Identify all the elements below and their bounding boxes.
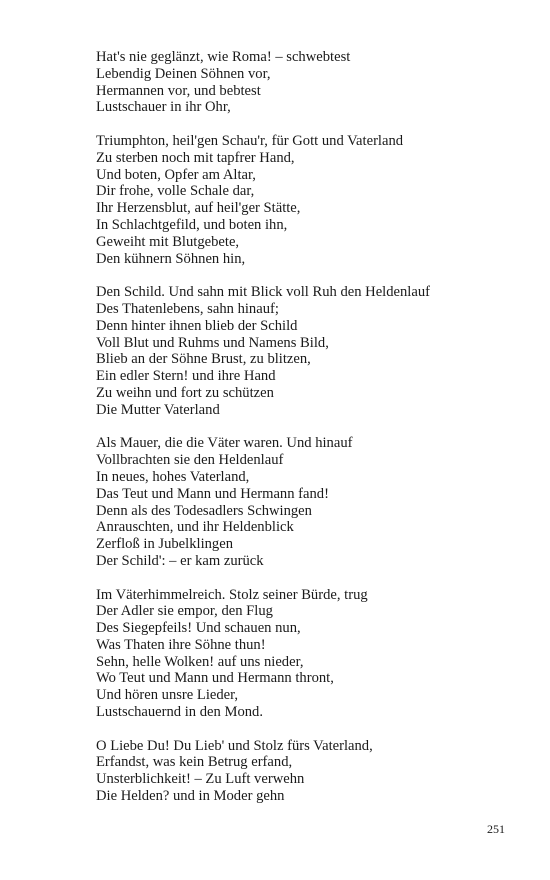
poem-line: Lustschauernd in den Mond. — [96, 704, 263, 721]
poem-line: Den kühnern Söhnen hin, — [96, 250, 246, 267]
stanza — [96, 738, 526, 805]
poem-line: Lustschauer in ihr Ohr, — [96, 99, 231, 116]
poem-line: Des Thatenlebens, sahn hinauf; — [96, 300, 279, 317]
stanza — [96, 133, 526, 267]
poem-line: Erfandst, was kein Betrug erfand, — [96, 754, 293, 771]
poem-line: Denn als des Todesadlers Schwingen — [96, 502, 312, 519]
poem-line: Unsterblichkeit! – Zu Luft verwehn — [96, 771, 305, 788]
poem-line: Der Adler sie empor, den Flug — [96, 603, 273, 620]
poem-line: Hermannen vor, und bebtest — [96, 82, 261, 99]
poem-line: Dir frohe, volle Schale dar, — [96, 183, 255, 200]
poem-line: Und boten, Opfer am Altar, — [96, 166, 256, 183]
poem-line: Hat's nie geglänzt, wie Roma! – schwebtest — [96, 49, 351, 65]
poem-line: Ein edler Stern! und ihre Hand — [96, 368, 276, 385]
poem-line: Vollbrachten sie den Heldenlauf — [96, 452, 284, 469]
poem-line: Zu sterben noch mit tapfrer Hand, — [96, 149, 295, 166]
poem-line: Zerfloß in Jubelklingen — [96, 536, 233, 553]
poem-line: In neues, hohes Vaterland, — [96, 468, 250, 485]
poem-line: Voll Blut und Ruhms und Namens Bild, — [96, 334, 329, 351]
poem-line: Das Teut und Mann und Hermann fand! — [96, 485, 329, 502]
stanza — [96, 587, 526, 721]
stanza — [96, 435, 526, 569]
poem-line: Wo Teut und Mann und Hermann thront, — [96, 670, 334, 687]
poem-line: Triumphton, heil'gen Schau'r, für Gott und Vaterland — [96, 132, 404, 149]
poem-line: Der Schild': – er kam zurück — [96, 552, 264, 569]
poem-line: Sehn, helle Wolken! auf uns nieder, — [96, 653, 304, 670]
poem-text — [96, 49, 526, 822]
poem-line: Als Mauer, die die Väter waren. Und hinauf — [96, 435, 353, 452]
poem-line: Blieb an der Söhne Brust, zu blitzen, — [96, 351, 311, 368]
poem-line: Zu weihn und fort zu schützen — [96, 384, 274, 401]
stanza — [96, 284, 526, 418]
poem-line: Anrauschten, und ihr Heldenblick — [96, 519, 294, 536]
poem-line: In Schlachtgefild, und boten ihn, — [96, 216, 288, 233]
poem-line: Geweiht mit Blutgebete, — [96, 233, 240, 250]
poem-line: Die Helden? und in Moder gehn — [96, 788, 285, 805]
poem-line: Des Siegepfeils! Und schauen nun, — [96, 620, 301, 637]
poem-line: Und hören unsre Lieder, — [96, 687, 239, 704]
poem-line: Denn hinter ihnen blieb der Schild — [96, 317, 298, 334]
poem-line: Die Mutter Vaterland — [96, 401, 220, 418]
poem-line: Den Schild. Und sahn mit Blick voll Ruh den Heldenlauf — [96, 284, 430, 301]
poem-line: Ihr Herzensblut, auf heil'ger Stätte, — [96, 200, 301, 217]
poem-line: Lebendig Deinen Söhnen vor, — [96, 65, 271, 82]
poem-line: Im Väterhimmelreich. Stolz seiner Bürde, trug — [96, 586, 368, 603]
page-number: 251 — [487, 822, 505, 836]
poem-line: Was Thaten ihre Söhne thun! — [96, 636, 266, 653]
stanza — [96, 49, 526, 116]
poem-line: O Liebe Du! Du Lieb' und Stolz fürs Vaterland, — [96, 737, 373, 754]
